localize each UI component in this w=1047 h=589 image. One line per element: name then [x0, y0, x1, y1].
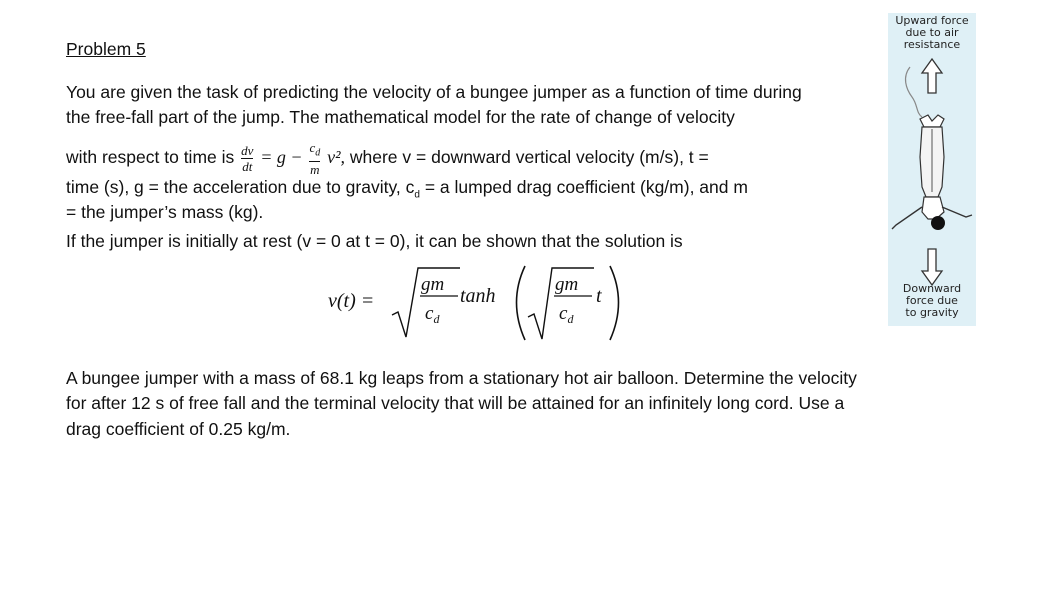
- eq-g-minus: = g −: [260, 146, 303, 167]
- line3-pre: with respect to time is: [66, 146, 235, 167]
- para2-line2: for after 12 s of free fall and the terminal velocity that will be attained for an infinitely long cord. Use a: [66, 393, 845, 413]
- right-paren: [610, 266, 619, 340]
- right-arm-icon: [942, 207, 972, 217]
- para1-line2: the free-fall part of the jump. The mathematical model for the rate of change of velocity: [66, 107, 735, 127]
- problem-title: Problem 5: [66, 39, 146, 59]
- dv: dv: [241, 142, 254, 158]
- cd-m-fraction: [309, 141, 320, 176]
- para2-line3: drag coefficient of 0.25 kg/m.: [66, 419, 291, 439]
- para1-line5: = the jumper’s mass (kg).: [66, 202, 264, 222]
- bungee-figure: [888, 13, 976, 326]
- tanh: tanh: [460, 285, 496, 307]
- cd1: $c_d$: [425, 303, 440, 326]
- line3-post: where v = downward vertical velocity (m/s), t =: [349, 146, 709, 167]
- feet-icon: [920, 115, 944, 127]
- jumper-illustration: [888, 57, 976, 287]
- left-paren: [517, 266, 526, 340]
- solution-lhs: v(t) =: [328, 290, 375, 312]
- para1-line4: time (s), g = the acceleration due to gravity, $c_d = a$ lumped drag coefficient (kg/m), and m: [66, 177, 748, 201]
- para2-line1: A bungee jumper with a mass of 68.1 kg leaps from a stationary hot air balloon. Determine the velocity: [66, 368, 857, 388]
- downward-force-label: Downward force due to gravity: [902, 282, 962, 319]
- bungee-cord-icon: [906, 67, 922, 117]
- down-arrow-icon: [922, 249, 942, 285]
- para1-line1: You are given the task of predicting the velocity of a bungee jumper as a function of time during: [66, 82, 802, 102]
- gm2: gm: [555, 274, 579, 295]
- dt: dt: [242, 158, 253, 174]
- gm1: gm: [421, 274, 445, 295]
- cd2: $c_d$: [559, 303, 574, 326]
- head-icon: [931, 216, 945, 230]
- m-denominator: m: [310, 161, 320, 177]
- solution-equation: [320, 262, 640, 344]
- upward-force-label: Upward force due to air resistance: [895, 14, 969, 51]
- left-arm-icon: [892, 207, 922, 229]
- t-var: t: [596, 285, 602, 307]
- para1-line3: [66, 141, 709, 176]
- dv-dt-fraction: [241, 144, 253, 173]
- cd-numerator: $c_d$: [309, 140, 321, 159]
- para1-line6: If the jumper is initially at rest (v = 0 at t = 0), it can be shown that the solution is: [66, 231, 683, 251]
- v-squared: v²,: [327, 146, 345, 167]
- up-arrow-icon: [922, 59, 942, 93]
